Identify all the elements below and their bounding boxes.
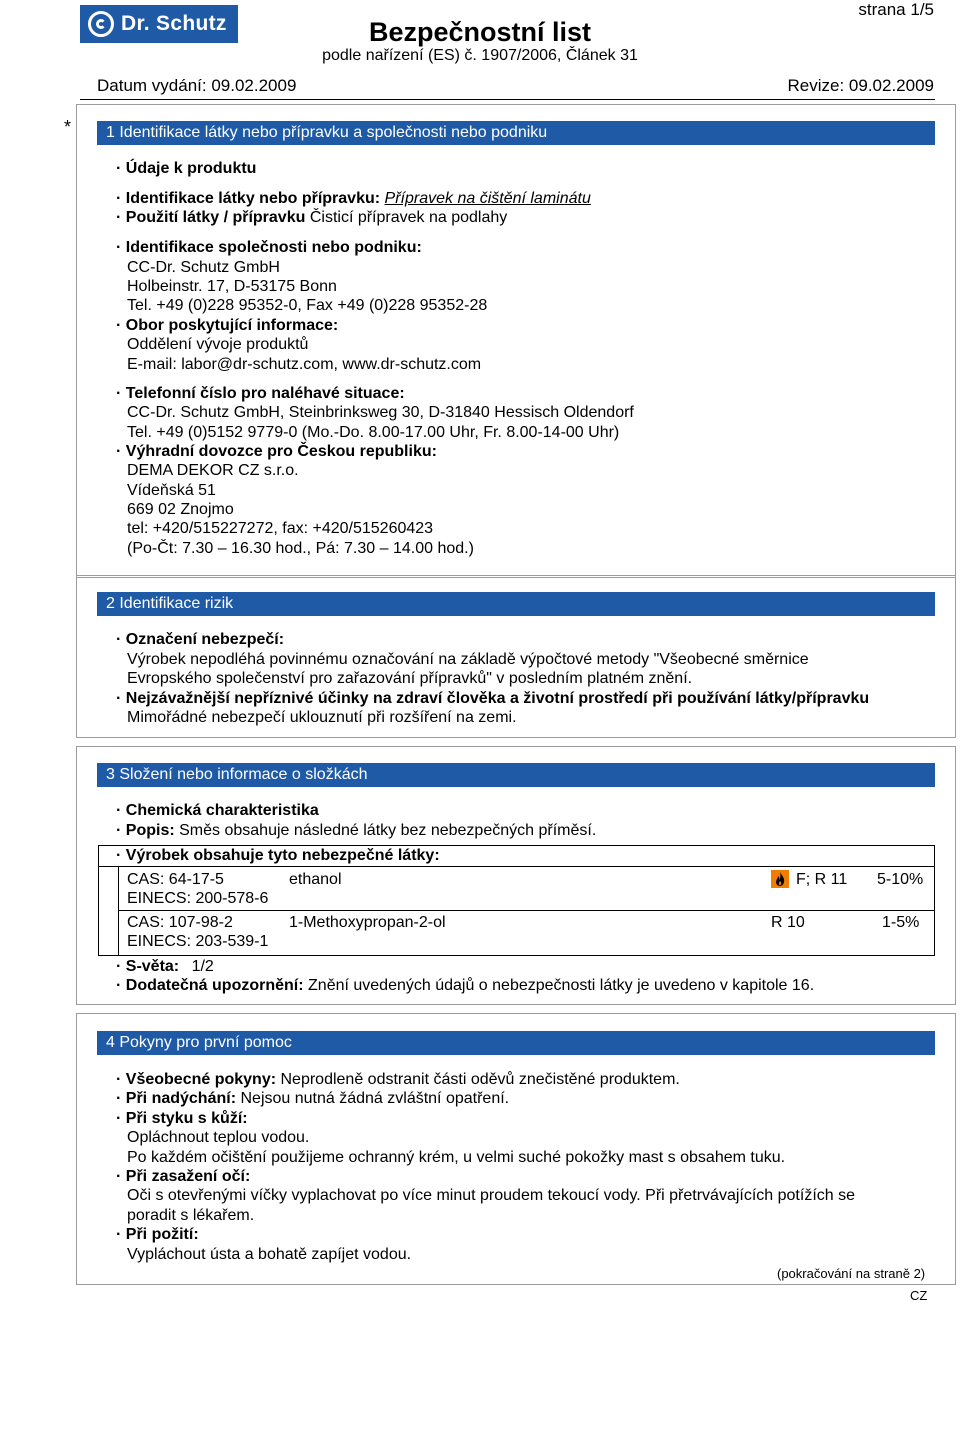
document-title: Bezpečnostní list [368, 17, 592, 47]
importer-line: Vídeňská 51 [127, 482, 216, 499]
popis-line [116, 821, 596, 840]
skin-line: Opláchnout teplou vodou. [127, 1129, 310, 1146]
sveta-value: 1/2 [191, 958, 214, 975]
continued-note: (pokračování na straně 2) [777, 1266, 926, 1281]
popis-label: · Popis: [116, 822, 175, 839]
identification-line [116, 189, 591, 208]
table-header-rule [98, 866, 935, 867]
table-row-name: ethanol [289, 871, 342, 888]
company-line: Holbeinstr. 17, D-53175 Bonn [127, 278, 337, 295]
table-inner-border [118, 866, 119, 956]
revision-date: Revize: 09.02.2009 [787, 76, 934, 95]
sveta-line [116, 957, 214, 976]
skin-label: · Při styku s kůží: [116, 1110, 248, 1127]
identification-value: Přípravek na čištění laminátu [384, 190, 591, 207]
emergency-label: · Telefonní číslo pro naléhavé situace: [116, 385, 405, 402]
importer-label: · Výhradní dovozce pro Českou republiku: [116, 443, 437, 460]
change-marker: * [64, 117, 72, 137]
eye-line: poradit s lékařem. [127, 1207, 255, 1224]
emergency-line: CC-Dr. Schutz GmbH, Steinbrinksweg 30, D-31840 Hessisch Oldendorf [127, 404, 634, 421]
hazard-line: Evropského společenství pro zařazování přípravků" v posledním platném znění. [127, 670, 693, 687]
extra-line [116, 976, 814, 995]
chem-label: · Chemická charakteristika [116, 802, 319, 819]
extra-label: · Dodatečná upozornění: [116, 977, 304, 994]
info-line: Oddělení vývoje produktů [127, 336, 309, 353]
importer-line: 669 02 Znojmo [127, 501, 234, 518]
importer-line: DEMA DEKOR CZ s.r.o. [127, 462, 299, 479]
use-value: Čisticí přípravek na podlahy [309, 209, 508, 226]
importer-line: tel: +420/515227272, fax: +420/515260423 [127, 520, 434, 537]
table-row-cas: CAS: 107-98-2 [127, 914, 233, 931]
general-line [116, 1070, 680, 1089]
table-row-conc: 5-10% [877, 871, 924, 888]
section-4-heading: 4 Pokyny pro první pomoc [97, 1031, 935, 1055]
skin-line: Po každém očištění použijeme ochranný krém, u velmi suché pokožky mast s obsahem tuku. [127, 1149, 786, 1166]
logo-text: Dr. Schutz [121, 12, 227, 35]
info-line: E-mail: labor@dr-schutz.com, www.dr-schutz.com [127, 356, 482, 373]
table-row-cas: CAS: 64-17-5 [127, 871, 224, 888]
table-label: · Výrobek obsahuje tyto nebezpečné látky: [116, 847, 440, 864]
use-label: · Použití látky / přípravku [116, 209, 306, 226]
extra-value: Znění uvedených údajů o nebezpečnosti látky je uvedeno v kapitole 16. [308, 977, 815, 994]
page-number: strana 1/5 [858, 0, 934, 19]
hazard-line: Výrobek nepodléhá povinnému označování na základě výpočtové metody "Všeobecné směrnice [127, 651, 809, 668]
inhalation-line [116, 1089, 509, 1108]
use-line [116, 208, 507, 227]
effects-label: · Nejzávažnější nepříznivé účinky na zdraví člověka a životní prostředí při používání látky/přípravku [116, 690, 870, 707]
eye-line: Oči s otevřenými víčky vyplachovat po více minut proudem tekoucí vody. Při přetrvávajících potížích se [127, 1187, 855, 1204]
table-row-einecs: EINECS: 203-539-1 [127, 933, 269, 950]
table-row-class: F; R 11 [796, 871, 848, 888]
hazard-label: · Označení nebezpečí: [116, 631, 285, 648]
inhalation-label: · Při nadýchání: [116, 1090, 237, 1107]
issue-date: Datum vydání: 09.02.2009 [97, 76, 297, 95]
popis-value: Směs obsahuje následné látky bez nebezpečných příměsí. [179, 822, 597, 839]
ingestion-label: · Při požití: [116, 1226, 199, 1243]
company-line: CC-Dr. Schutz GmbH [127, 259, 280, 276]
inhalation-value: Nejsou nutná žádná zvláštní opatření. [240, 1090, 510, 1107]
general-value: Neprodleně odstranit části oděvů znečistěné produktem. [280, 1071, 680, 1088]
effects-value: Mimořádné nebezpečí uklouznutí při rozšíření na zemi. [127, 709, 517, 726]
general-label: · Všeobecné pokyny: [116, 1071, 277, 1088]
section-2-heading: 2 Identifikace rizik [97, 592, 935, 616]
eye-label: · Při zasažení očí: [116, 1168, 251, 1185]
header-divider [80, 99, 935, 100]
sveta-label: · S-věta: [116, 958, 180, 975]
product-info-label: · Údaje k produktu [116, 160, 257, 177]
language-code: CZ [910, 1288, 928, 1303]
section-3-heading: 3 Složení nebo informace o složkách [97, 763, 935, 787]
info-label: · Obor poskytující informace: [116, 317, 339, 334]
document-subtitle: podle nařízení (ES) č. 1907/2006, Článek 31 [322, 47, 638, 64]
table-row-class: R 10 [771, 914, 805, 931]
identification-label: · Identifikace látky nebo přípravku: [116, 190, 381, 207]
table-row-rule [118, 910, 935, 911]
section-1-heading: 1 Identifikace látky nebo přípravku a společnosti nebo podniku [97, 121, 935, 145]
table-row-name: 1-Methoxypropan-2-ol [289, 914, 446, 931]
emergency-line: Tel. +49 (0)5152 9779-0 (Mo.-Do. 8.00-17.00 Uhr, Fr. 8.00-14-00 Uhr) [127, 424, 620, 441]
table-row-einecs: EINECS: 200-578-6 [127, 890, 269, 907]
company-label: · Identifikace společnosti nebo podniku: [116, 239, 422, 256]
company-line: Tel. +49 (0)228 95352-0, Fax +49 (0)228 95352-28 [127, 297, 488, 314]
table-row-conc: 1-5% [882, 914, 920, 931]
ingestion-value: Vypláchout ústa a bohatě zapíjet vodou. [127, 1246, 412, 1263]
importer-line: (Po-Čt: 7.30 – 16.30 hod., Pá: 7.30 – 14.00 hod.) [127, 540, 474, 557]
flammable-icon [771, 870, 789, 888]
